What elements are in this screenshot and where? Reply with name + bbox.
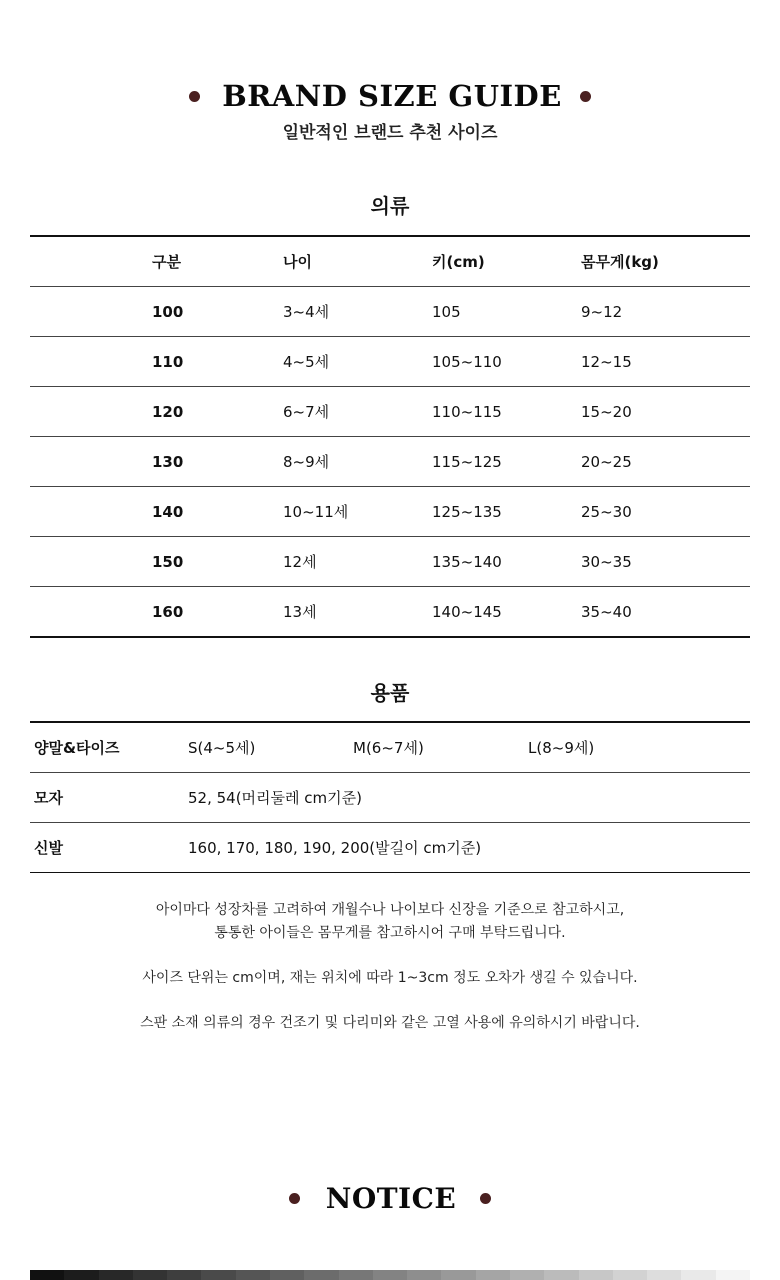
- column-header: 구분: [152, 236, 283, 287]
- gradient-swatch: [510, 1270, 544, 1280]
- height-cell: 115~125: [432, 437, 581, 487]
- goods-heading: 용품: [370, 681, 410, 705]
- size-cell: 140: [152, 487, 283, 537]
- shoes-value: 160, 170, 180, 190, 200(발길이 cm기준): [188, 823, 750, 873]
- bullet-dot-icon: [289, 1193, 300, 1204]
- shoes-label: 신발: [30, 823, 188, 873]
- bullet-dot-icon: [580, 91, 591, 102]
- gradient-swatch: [716, 1270, 750, 1280]
- size-cell: 110: [152, 337, 283, 387]
- table-row: [30, 437, 750, 487]
- weight-cell: 30~35: [581, 537, 750, 587]
- height-cell: 135~140: [432, 537, 581, 587]
- size-cell: 150: [152, 537, 283, 587]
- gradient-swatch: [441, 1270, 475, 1280]
- gradient-swatch: [201, 1270, 235, 1280]
- socks-size-s: S(4~5세): [188, 722, 353, 773]
- table-row: [30, 287, 750, 337]
- height-cell: 140~145: [432, 587, 581, 638]
- gradient-swatch: [339, 1270, 373, 1280]
- gradient-swatch: [167, 1270, 201, 1280]
- table-cell: [30, 537, 152, 587]
- gradient-swatch: [270, 1270, 304, 1280]
- note-line: 아이마다 성장차를 고려하여 개월수나 나이보다 신장을 기준으로 참고하시고,: [155, 902, 625, 918]
- bullet-dot-icon: [480, 1193, 491, 1204]
- notice-title-row: [0, 1180, 780, 1216]
- bullet-dot-icon: [189, 91, 200, 102]
- gradient-swatch: [64, 1270, 98, 1280]
- table-cell: [30, 437, 152, 487]
- weight-cell: 35~40: [581, 587, 750, 638]
- gradient-swatch: [613, 1270, 647, 1280]
- age-cell: 8~9세: [283, 437, 432, 487]
- age-cell: 4~5세: [283, 337, 432, 387]
- table-header-row: [30, 236, 750, 287]
- goods-size-table: [30, 721, 750, 873]
- height-cell: 110~115: [432, 387, 581, 437]
- table-row: [30, 773, 750, 823]
- socks-size-m: M(6~7세): [353, 722, 528, 773]
- gradient-swatch: [544, 1270, 578, 1280]
- column-header: 몸무게(kg): [581, 236, 750, 287]
- socks-label: 양말&타이즈: [30, 722, 188, 773]
- gradient-swatch: [681, 1270, 715, 1280]
- clothing-size-table: [30, 235, 750, 638]
- column-header: 나이: [283, 236, 432, 287]
- brand-subtitle: 일반적인 브랜드 추천 사이즈: [282, 123, 498, 143]
- height-cell: 105: [432, 287, 581, 337]
- weight-cell: 25~30: [581, 487, 750, 537]
- table-row: [30, 587, 750, 638]
- height-cell: 105~110: [432, 337, 581, 387]
- height-cell: 125~135: [432, 487, 581, 537]
- table-row: [30, 537, 750, 587]
- gradient-swatch: [476, 1270, 510, 1280]
- notice-title: NOTICE: [325, 1181, 457, 1215]
- table-cell: [30, 337, 152, 387]
- gradient-swatch: [647, 1270, 681, 1280]
- gradient-swatch: [30, 1270, 64, 1280]
- gradient-swatch: [579, 1270, 613, 1280]
- gradient-swatch: [304, 1270, 338, 1280]
- hat-value: 52, 54(머리둘레 cm기준): [188, 773, 750, 823]
- table-row: [30, 487, 750, 537]
- age-cell: 10~11세: [283, 487, 432, 537]
- brand-title: BRAND SIZE GUIDE: [222, 79, 562, 113]
- size-cell: 130: [152, 437, 283, 487]
- age-cell: 12세: [283, 537, 432, 587]
- socks-size-l: L(8~9세): [528, 722, 750, 773]
- grayscale-gradient-bar: [30, 1270, 750, 1280]
- size-cell: 160: [152, 587, 283, 638]
- age-cell: 3~4세: [283, 287, 432, 337]
- weight-cell: 20~25: [581, 437, 750, 487]
- size-cell: 120: [152, 387, 283, 437]
- column-header: 키(cm): [432, 236, 581, 287]
- table-row: [30, 722, 750, 773]
- table-cell: [30, 587, 152, 638]
- hat-label: 모자: [30, 773, 188, 823]
- table-cell: [30, 287, 152, 337]
- clothing-heading: 의류: [370, 194, 410, 218]
- table-row: [30, 823, 750, 873]
- column-header: [30, 236, 152, 287]
- note-line: 스판 소재 의류의 경우 건조기 및 다리미와 같은 고열 사용에 유의하시기 바랍니다.: [140, 1015, 640, 1031]
- table-row: [30, 337, 750, 387]
- table-row: [30, 387, 750, 437]
- note-line: 통통한 아이들은 몸무게를 참고하시어 구매 부탁드립니다.: [214, 925, 566, 941]
- table-cell: [30, 387, 152, 437]
- size-cell: 100: [152, 287, 283, 337]
- note-line: 사이즈 단위는 cm이며, 재는 위치에 따라 1~3cm 정도 오차가 생길 수 있습니다.: [142, 970, 638, 986]
- gradient-swatch: [236, 1270, 270, 1280]
- gradient-swatch: [133, 1270, 167, 1280]
- brand-title-row: [0, 78, 780, 114]
- gradient-swatch: [373, 1270, 407, 1280]
- age-cell: 6~7세: [283, 387, 432, 437]
- table-cell: [30, 487, 152, 537]
- weight-cell: 15~20: [581, 387, 750, 437]
- weight-cell: 9~12: [581, 287, 750, 337]
- gradient-swatch: [407, 1270, 441, 1280]
- gradient-swatch: [99, 1270, 133, 1280]
- weight-cell: 12~15: [581, 337, 750, 387]
- age-cell: 13세: [283, 587, 432, 638]
